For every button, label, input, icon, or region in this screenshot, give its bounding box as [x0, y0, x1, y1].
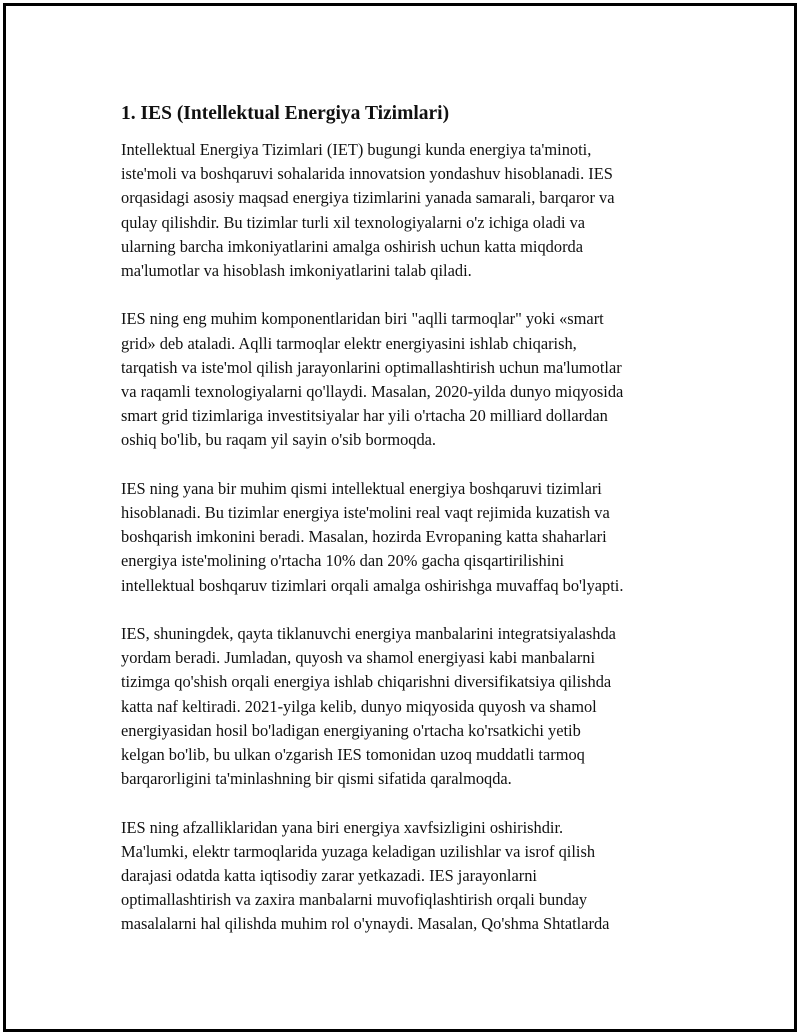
- text-line: IES ning yana bir muhim qismi intellektual energiya boshqaruvi tizimlari: [121, 478, 602, 498]
- text-line: darajasi odatda katta iqtisodiy zarar yetkazadi. IES jarayonlarni: [121, 866, 537, 886]
- page-frame: [3, 3, 797, 1032]
- paragraph: [121, 477, 691, 598]
- paragraph: [121, 138, 691, 283]
- paragraph: [121, 307, 691, 452]
- paragraphs-container: [121, 138, 691, 937]
- text-line: yordam beradi. Jumladan, quyosh va shamol energiyasi kabi manbalarni: [121, 648, 595, 668]
- text-line: tarqatish va iste'mol qilish jarayonlarini optimallashtirish uchun ma'lumotlar: [121, 357, 622, 377]
- text-line: IES ning eng muhim komponentlaridan biri "aqlli tarmoqlar" yoki «smart: [121, 309, 604, 329]
- text-line: qulay qilishdir. Bu tizimlar turli xil texnologiyalarni o'z ichiga oladi va: [121, 212, 586, 232]
- text-line: oshiq bo'lib, bu raqam yil sayin o'sib bormoqda.: [121, 430, 437, 450]
- text-line: smart grid tizimlariga investitsiyalar har yili o'rtacha 20 milliard dollardan: [121, 406, 608, 426]
- text-line: kelgan bo'lib, bu ulkan o'zgarish IES tomonidan uzoq muddatli tarmoq: [121, 745, 585, 765]
- section-heading: 1. IES (Intellektual Energiya Tizimlari): [121, 103, 450, 124]
- text-line: orqasidagi asosiy maqsad energiya tizimlarini yanada samarali, barqaror va: [121, 188, 615, 208]
- text-line: iste'moli va boshqaruvi sohalarida innovatsion yondashuv hisoblanadi. IES: [121, 164, 613, 184]
- text-line: hisoblanadi. Bu tizimlar energiya iste'molini real vaqt rejimida kuzatish va: [121, 503, 610, 523]
- text-line: ularning barcha imkoniyatlarini amalga oshirish uchun katta miqdorda: [121, 236, 583, 256]
- text-line: intellektual boshqaruv tizimlari orqali amalga oshirishga muvaffaq bo'lyapti.: [121, 575, 624, 595]
- text-line: masalalarni hal qilishda muhim rol o'ynaydi. Masalan, Qo'shma Shtatlarda: [121, 914, 610, 934]
- text-line: IES, shuningdek, qayta tiklanuvchi energiya manbalarini integratsiyalashda: [121, 624, 616, 644]
- text-line: energiyasidan hosil bo'ladigan energiyaning o'rtacha ko'rsatkichi yetib: [121, 720, 581, 740]
- text-line: grid» deb ataladi. Aqlli tarmoqlar elektr energiyasini ishlab chiqarish,: [121, 333, 577, 353]
- text-line: optimallashtirish va zaxira manbalarni muvofiqlashtirish orqali bunday: [121, 890, 588, 910]
- text-line: ma'lumotlar va hisoblash imkoniyatlarini talab qiladi.: [121, 261, 472, 281]
- text-line: energiya iste'molining o'rtacha 10% dan 20% gacha qisqartirilishini: [121, 551, 565, 571]
- text-line: katta naf keltiradi. 2021-yilga kelib, dunyo miqyosida quyosh va shamol: [121, 696, 597, 716]
- document-body: [121, 102, 691, 961]
- text-line: boshqarish imkonini beradi. Masalan, hozirda Evropaning katta shaharlari: [121, 527, 607, 547]
- text-line: IES ning afzalliklaridan yana biri energiya xavfsizligini oshirishdir.: [121, 817, 564, 837]
- paragraph: [121, 622, 691, 791]
- text-line: va raqamli texnologiyalarni qo'llaydi. Masalan, 2020-yilda dunyo miqyosida: [121, 382, 624, 402]
- text-line: tizimga qo'shish orqali energiya ishlab chiqarishni diversifikatsiya qilishda: [121, 672, 612, 692]
- text-line: Ma'lumki, elektr tarmoqlarida yuzaga keladigan uzilishlar va isrof qilish: [121, 841, 596, 861]
- paragraph: [121, 816, 691, 937]
- text-line: barqarorligini ta'minlashning bir qismi sifatida qaralmoqda.: [121, 769, 512, 789]
- text-line: Intellektual Energiya Tizimlari (IET) bugungi kunda energiya ta'minoti,: [121, 140, 592, 159]
